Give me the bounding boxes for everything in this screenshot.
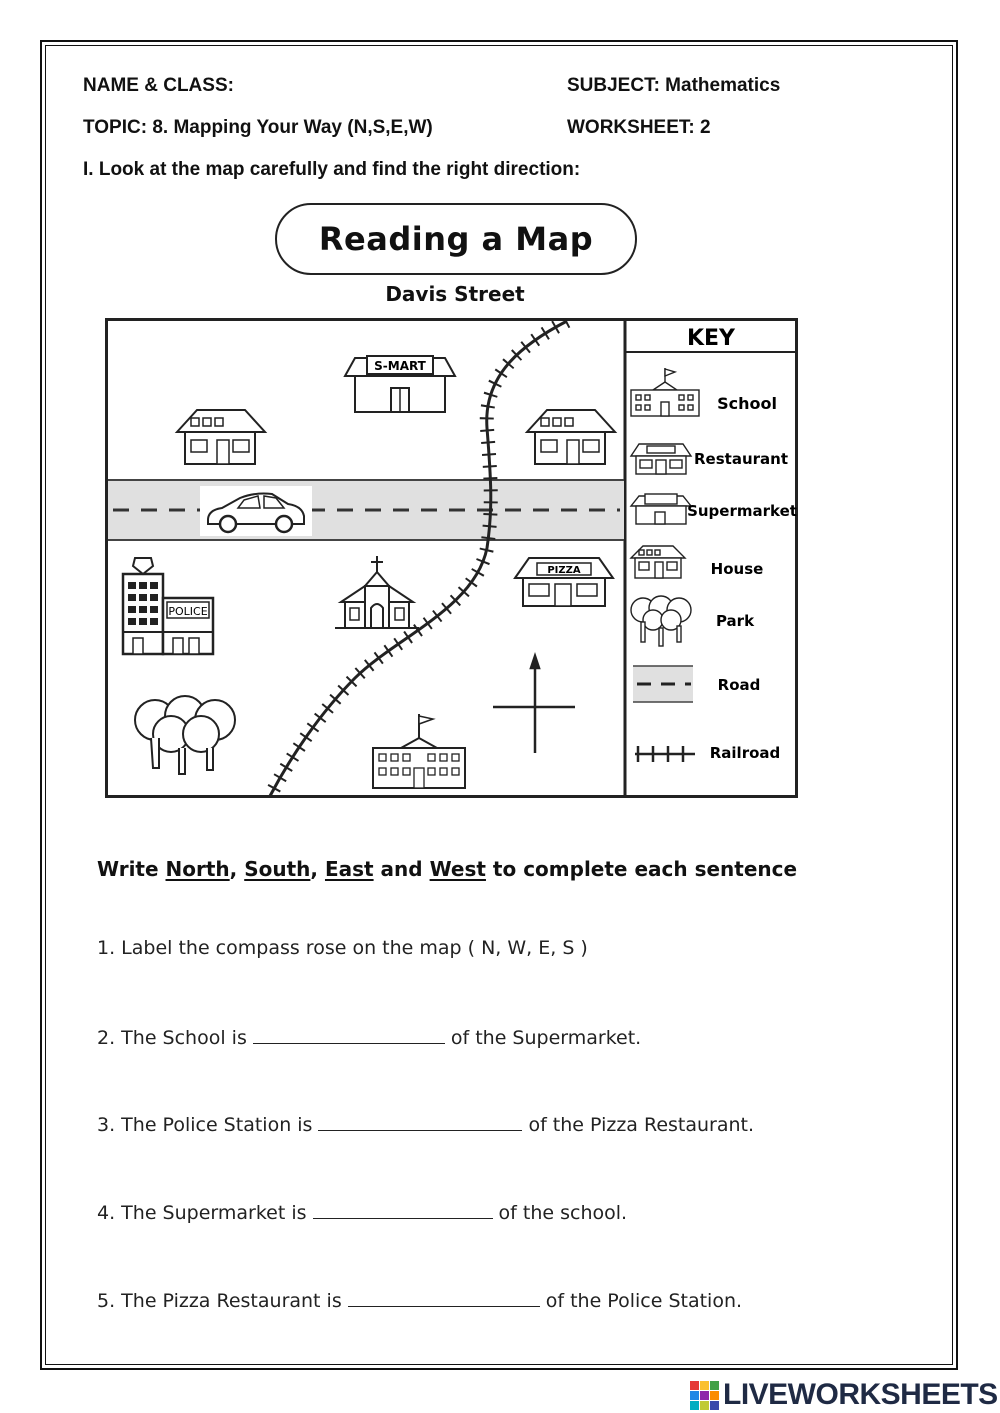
map-figure bbox=[105, 318, 798, 798]
key-road-icon bbox=[633, 666, 693, 702]
pizza-restaurant-building bbox=[515, 558, 613, 606]
map-title: Reading a Map bbox=[275, 203, 637, 275]
question-3-suffix: of the Pizza Restaurant. bbox=[528, 1114, 755, 1136]
police-sign: POLICE bbox=[168, 605, 208, 618]
key-label-restaurant: Restaurant bbox=[694, 450, 788, 468]
logo-square-7 bbox=[700, 1401, 709, 1410]
liveworksheets-logo-text: LIVEWORKSHEETS bbox=[723, 1378, 998, 1411]
logo-square-0 bbox=[690, 1381, 699, 1390]
worksheet-label: WORKSHEET: 2 bbox=[567, 117, 711, 138]
key-title: KEY bbox=[686, 326, 736, 351]
answer-blank-3[interactable] bbox=[318, 1112, 522, 1131]
pizza-sign: PIZZA bbox=[547, 565, 581, 576]
subject-label: SUBJECT: Mathematics bbox=[567, 75, 781, 96]
question-1 bbox=[97, 937, 588, 959]
question-4-text: 4. The Supermarket is bbox=[97, 1202, 307, 1224]
key-label-supermarket: Supermarket bbox=[687, 502, 797, 520]
topic-label: TOPIC: 8. Mapping Your Way (N,S,E,W) bbox=[83, 117, 433, 138]
instr-suffix: to complete each sentence bbox=[485, 857, 798, 881]
exercise-instruction bbox=[97, 857, 797, 881]
question-3-text: 3. The Police Station is bbox=[97, 1114, 313, 1136]
logo-square-1 bbox=[700, 1381, 709, 1390]
key-restaurant-icon bbox=[631, 444, 691, 474]
question-2 bbox=[97, 1025, 641, 1049]
key-house-icon bbox=[631, 546, 685, 578]
logo-square-6 bbox=[690, 1401, 699, 1410]
house-building-right bbox=[527, 410, 615, 464]
house-building-left bbox=[177, 410, 265, 464]
instr-sep-2: , bbox=[310, 857, 325, 881]
key-label-house: House bbox=[710, 560, 764, 578]
key-label-railroad: Railroad bbox=[709, 744, 781, 762]
supermarket-building bbox=[345, 356, 455, 412]
answer-blank-5[interactable] bbox=[348, 1288, 540, 1307]
question-1-text: 1. Label the compass rose on the map ( N, W, E, S ) bbox=[97, 937, 588, 959]
question-2-text: 2. The School is bbox=[97, 1027, 247, 1049]
word-west: West bbox=[429, 857, 486, 881]
question-4 bbox=[97, 1200, 627, 1224]
question-5-text: 5. The Pizza Restaurant is bbox=[97, 1290, 342, 1312]
key-label-park: Park bbox=[715, 612, 755, 630]
question-2-suffix: of the Supermarket. bbox=[450, 1027, 642, 1049]
car-icon bbox=[200, 486, 312, 536]
answer-blank-4[interactable] bbox=[313, 1200, 493, 1219]
instr-sep-1: , bbox=[229, 857, 245, 881]
question-5 bbox=[97, 1288, 742, 1312]
logo-square-3 bbox=[690, 1391, 699, 1400]
word-east: East bbox=[324, 857, 374, 881]
answer-blank-2[interactable] bbox=[253, 1025, 445, 1044]
instr-sep-3: and bbox=[373, 857, 430, 881]
question-4-suffix: of the school. bbox=[498, 1202, 628, 1224]
name-class-label: NAME & CLASS: bbox=[83, 75, 234, 96]
instr-prefix: Write bbox=[97, 857, 166, 881]
liveworksheets-logo-icon bbox=[690, 1381, 719, 1410]
question-5-suffix: of the Police Station. bbox=[545, 1290, 743, 1312]
logo-square-4 bbox=[700, 1391, 709, 1400]
supermarket-sign: S-MART bbox=[374, 359, 426, 373]
logo-square-5 bbox=[710, 1391, 719, 1400]
street-name: Davis Street bbox=[385, 282, 525, 306]
question-3 bbox=[97, 1112, 754, 1136]
key-label-road: Road bbox=[717, 676, 761, 694]
key-label-school: School bbox=[717, 394, 777, 413]
liveworksheets-logo[interactable] bbox=[690, 1378, 998, 1412]
word-north: North bbox=[165, 857, 230, 881]
instruction-text: I. Look at the map carefully and find the right direction: bbox=[83, 159, 581, 180]
word-south: South bbox=[244, 857, 311, 881]
key-supermarket-icon bbox=[631, 494, 691, 524]
logo-square-2 bbox=[710, 1381, 719, 1390]
road bbox=[108, 480, 624, 540]
logo-square-8 bbox=[710, 1401, 719, 1410]
